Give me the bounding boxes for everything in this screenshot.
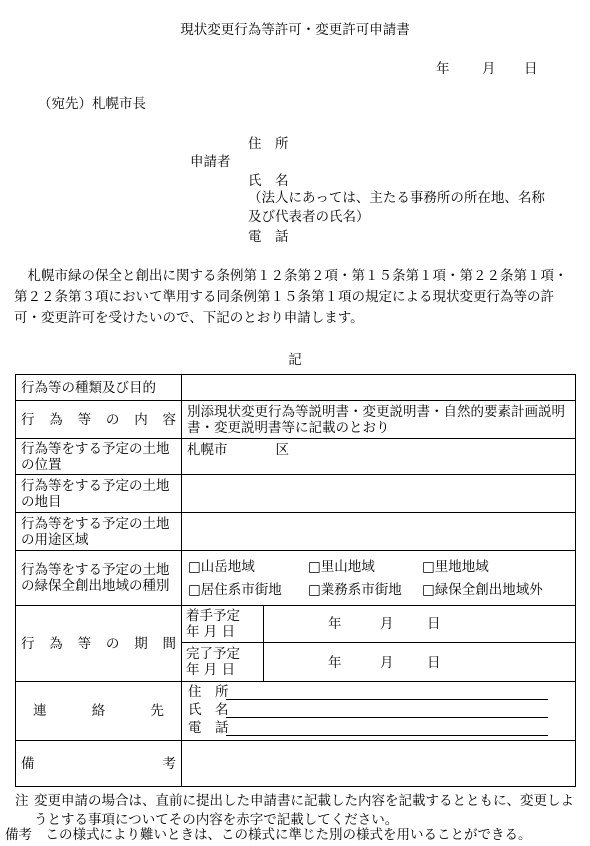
location-field[interactable] xyxy=(182,439,576,475)
location-city: 札幌市 xyxy=(187,442,228,458)
ki-heading: 記 xyxy=(288,352,302,368)
note-text: 変更申請の場合は、直前に提出した申請書に記載した内容を記載するとともに、変更しようとする事項についてその内容を赤字で記載してください。 xyxy=(34,793,574,828)
remarks-label: 備 考 xyxy=(21,755,176,772)
content-value: 別添現状変更行為等説明書・変更説明書・自然的要素計画説明書・変更説明書等に記載のとおり xyxy=(182,401,576,439)
checkbox-satochi[interactable]: □里地地域 xyxy=(422,559,489,575)
row-remarks xyxy=(16,741,576,787)
row-lot xyxy=(16,475,576,513)
row-contact xyxy=(16,682,576,741)
period-label: 行 為 等 の 期 間 xyxy=(21,635,176,652)
checkbox-residential[interactable]: □居住系市街地 xyxy=(188,582,282,598)
checkbox-mountain[interactable]: □山岳地域 xyxy=(188,559,255,575)
green-label: 行為等をする予定の土地の緑保全創出地域の種別 xyxy=(16,551,182,606)
checkbox-outside[interactable]: □緑保全創出地域外 xyxy=(422,582,543,598)
start-year: 年 xyxy=(328,616,342,632)
date-year: 年 xyxy=(436,61,450,77)
contact-address-line[interactable] xyxy=(226,682,548,700)
purpose-label: 行為等の種類及び目的 xyxy=(16,375,182,401)
contact-name-line[interactable] xyxy=(226,700,548,718)
start-date-field[interactable] xyxy=(264,606,576,643)
remarks-field[interactable] xyxy=(182,741,576,787)
applicant-phone-label: 電 話 xyxy=(248,229,289,245)
contact-phone-label: 電 話 xyxy=(188,720,229,736)
end-label-1: 完了予定 xyxy=(186,646,240,662)
location-ward: 区 xyxy=(275,442,289,458)
body-paragraph: 札幌市緑の保全と創出に関する条例第１２条第２項・第１５条第１項・第２２条第１項・第２２条第３項において準用する同条例第１５条第１項の規定による現状変更行為等の許可・変更許可を受けたいので、下記のとおり申請します。 xyxy=(14,268,568,326)
note-label: 注 xyxy=(15,793,29,809)
start-label-2: 年 月 日 xyxy=(186,624,236,640)
location-label: 行為等をする予定の土地の位置 xyxy=(16,439,182,475)
purpose-field[interactable] xyxy=(182,375,576,401)
contact-label: 連 絡 先 xyxy=(33,703,164,719)
applicant-label: 申請者 xyxy=(190,154,231,170)
contact-phone-line[interactable] xyxy=(226,718,548,736)
end-year: 年 xyxy=(328,655,342,671)
contact-name-label: 氏 名 xyxy=(188,702,229,718)
contact-address-label: 住 所 xyxy=(188,684,229,700)
start-month: 月 xyxy=(380,616,394,632)
checkbox-satoyama[interactable]: □里山地域 xyxy=(308,559,375,575)
end-month: 月 xyxy=(380,655,394,671)
applicant-address-label: 住 所 xyxy=(248,136,289,152)
row-zoning xyxy=(16,513,576,551)
zoning-label: 行為等をする予定の土地の用途区域 xyxy=(16,513,182,551)
row-green xyxy=(16,551,576,606)
lot-label: 行為等をする予定の土地の地目 xyxy=(16,475,182,513)
footer-remark: 備考 この様式により難いときは、この様式に準じた別の様式を用いることができる。 xyxy=(5,827,532,843)
start-day: 日 xyxy=(427,616,441,632)
row-period-start xyxy=(16,606,576,643)
content-label: 行 為 等 の 内 容 xyxy=(21,411,176,428)
application-table xyxy=(15,374,576,787)
end-date-field[interactable] xyxy=(264,643,576,682)
end-label-2: 年 月 日 xyxy=(186,662,236,678)
addressee: （宛先）札幌市長 xyxy=(38,96,146,112)
date-day: 日 xyxy=(524,61,538,77)
row-content xyxy=(16,401,576,439)
checkbox-business[interactable]: □業務系市街地 xyxy=(308,582,402,598)
lot-field[interactable] xyxy=(182,475,576,513)
zoning-field[interactable] xyxy=(182,513,576,551)
row-location xyxy=(16,439,576,475)
end-day: 日 xyxy=(427,655,441,671)
applicant-name-label: 氏 名 xyxy=(248,173,289,189)
date-month: 月 xyxy=(482,61,496,77)
row-purpose xyxy=(16,375,576,401)
applicant-note: （法人にあっては、主たる事務所の所在地、名称及び代表者の氏名） xyxy=(248,190,545,225)
start-label-1: 着手予定 xyxy=(186,608,240,624)
form-title: 現状変更行為等許可・変更許可申請書 xyxy=(180,22,410,38)
